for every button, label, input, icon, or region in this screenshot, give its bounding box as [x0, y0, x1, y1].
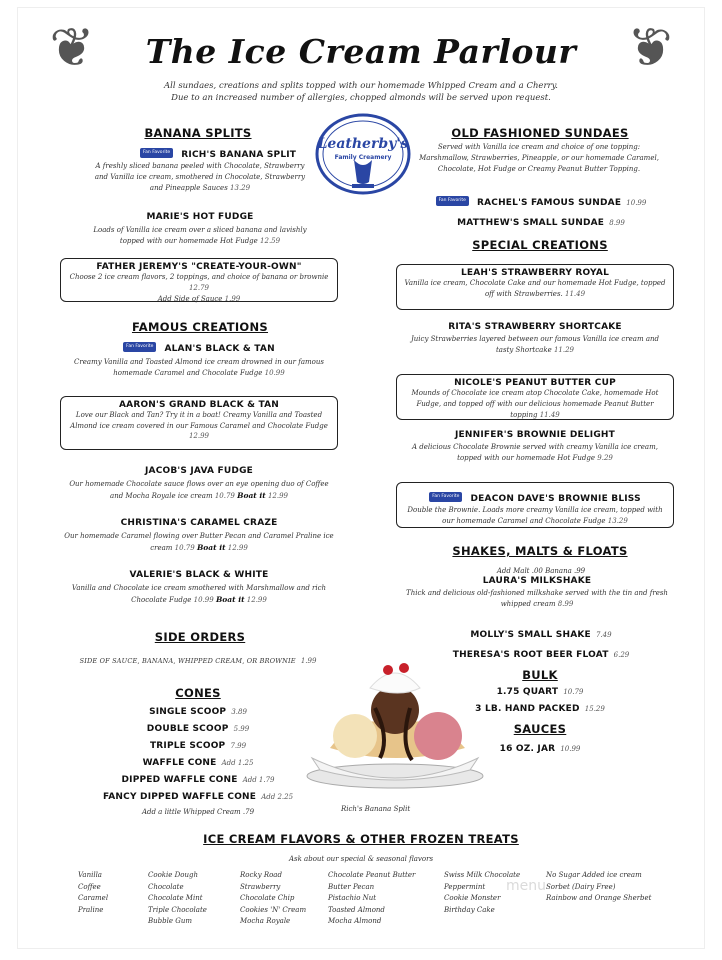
fan-favorite-badge: Fan Favorite — [123, 342, 156, 352]
banana-split-photo — [300, 648, 490, 798]
flavor-column: Chocolate Peanut Butter Butter Pecan Pistachio Nut Toasted Almond Mocha Almond — [328, 871, 416, 925]
menu-item: MATTHEW'S SMALL SUNDAE 8.99 — [457, 218, 625, 228]
menu-item: DOUBLE SCOOP 5.99 — [146, 724, 250, 734]
menu-title: The Ice Cream Parlour — [145, 32, 577, 71]
sauces-header: SAUCES — [513, 722, 567, 736]
banana-splits-header: BANANA SPLITS — [144, 126, 252, 140]
shakes-header: SHAKES, MALTS & FLOATS — [452, 544, 628, 558]
logo-tagline: Family Creamery — [334, 154, 392, 161]
ornament-right-icon: ❦ — [627, 16, 673, 79]
cones-note: Add a little Whipped Cream .79 — [141, 808, 255, 816]
bulk-list — [438, 682, 642, 716]
menu-item-boxed: AARON'S GRAND BLACK & TAN Love our Black and Tan? Try it in a boat! Creamy Vanilla and Toasted Almond ice cream covered in our Famous Caramel and Chocolate Fudge 12.99 — [60, 396, 338, 450]
menu-item: 16 OZ. JAR 10.99 — [499, 744, 581, 754]
menu-item: MARIE'S HOT FUDGE Loads of Vanilla ice cream over a sliced banana and lavishly topped with our homemade Hot Fudge 12.59 — [93, 212, 307, 245]
menu-item: JACOB'S JAVA FUDGE Our homemade Chocolate sauce flows over an eye opening duo of Coffee and Mocha Royale ice cream 10.79 Boat it 12.99 — [69, 466, 329, 500]
menu-item-boxed: NICOLE'S PEANUT BUTTER CUP Mounds of Chocolate ice cream atop Chocolate Cake, homemade Hot Fudge, and topped off with our delicious homemade Peanut Butter topping 11.49 — [396, 374, 674, 420]
watermark: menu — [506, 878, 546, 894]
cones-list — [88, 702, 308, 819]
fan-favorite-badge: Fan Favorite — [436, 196, 469, 206]
flavor-column: Cookie Dough Chocolate Chocolate Mint Triple Chocolate Bubble Gum — [148, 871, 207, 925]
flavor-column: Vanilla Coffee Caramel Praline — [78, 871, 109, 914]
menu-item: Fan Favorite RACHEL'S FAMOUS SUNDAE 10.99 — [418, 190, 664, 209]
menu-item: RITA'S STRAWBERRY SHORTCAKE Juicy Strawberries layered between our famous Vanilla ice cream and tasty Shortcake 11.29 — [410, 322, 660, 354]
logo-name: Leatherby's — [317, 136, 409, 152]
menu-item-boxed: Fan Favorite DEACON DAVE'S BROWNIE BLISS Double the Brownie. Loads more creamy Vanilla ice cream, topped with our homemade Caramel and Chocolate Fudge 13.29 — [396, 482, 674, 528]
menu-item: DIPPED WAFFLE CONE Add 1.79 — [121, 775, 275, 785]
flavor-column: No Sugar Added ice cream Sorbet (Dairy Free) Rainbow and Orange Sherbet — [546, 871, 652, 902]
menu-item-boxed: LEAH'S STRAWBERRY ROYAL Vanilla ice cream, Chocolate Cake and our homemade Hot Fudge, topped off with Strawberries. 11.49 — [396, 264, 674, 310]
menu-item: JENNIFER'S BROWNIE DELIGHT A delicious Chocolate Brownie served with creamy Vanilla ice cream, topped with our homemade Hot Fudge 9.29 — [412, 430, 658, 462]
old-fashioned-header: OLD FASHIONED SUNDAES — [451, 126, 629, 140]
flavor-column: Swiss Milk Chocolate Peppermint Cookie Monster Birthday Cake — [444, 871, 521, 914]
menu-item: LAURA'S MILKSHAKE Thick and delicious old-fashioned milkshake served with the tin and fresh whipped cream 8.99 — [406, 576, 668, 608]
flavors-header: ICE CREAM FLAVORS & OTHER FROZEN TREATS — [203, 832, 519, 846]
menu-item: CHRISTINA'S CARAMEL CRAZE Our homemade Caramel flowing over Butter Pecan and Caramel Praline ice cream 10.79 Boat it 12.99 — [64, 518, 334, 552]
menu-item: FANCY DIPPED WAFFLE CONE Add 2.25 — [102, 792, 294, 802]
menu-item: Fan Favorite RICH'S BANANA SPLIT A freshly sliced banana peeled with Chocolate, Strawberry and Vanilla ice cream, smothered in Chocolate, Strawberry and Pineapple Sauces 13.29 — [94, 149, 306, 192]
side-orders-text: SIDE OF SAUCE, BANANA, WHIPPED CREAM, OR BROWNIE 1.99 — [79, 657, 317, 665]
menu-item: SINGLE SCOOP 3.89 — [149, 707, 247, 717]
menu-item: 1.75 QUART 10.79 — [496, 687, 584, 697]
famous-creations-header: FAMOUS CREATIONS — [131, 320, 269, 334]
menu-item: VALERIE'S BLACK & WHITE Vanilla and Chocolate ice cream smothered with Marshmallow and rich Chocolate Fudge 10.99 Boat it 12.99 — [71, 570, 327, 604]
menu-item: THERESA'S ROOT BEER FLOAT 6.29 — [452, 650, 630, 660]
menu-page — [18, 8, 704, 948]
old-fashioned-desc: Served with Vanilla ice cream and choice of one topping: Marshmallow, Strawberries, Pineapple, or our homemade Caramel, Chocolate, Hot Fudge or Creamy Peanut Butter Topping. — [419, 143, 659, 173]
fan-favorite-badge: Fan Favorite — [140, 148, 173, 158]
photo-caption: Rich's Banana Split — [341, 805, 411, 813]
special-creations-header: SPECIAL CREATIONS — [472, 238, 608, 252]
menu-item: MOLLY'S SMALL SHAKE 7.49 — [470, 630, 612, 640]
menu-item: 3 LB. HAND PACKED 15.29 — [475, 704, 605, 714]
menu-item: TRIPLE SCOOP 7.99 — [149, 741, 247, 751]
cones-header: CONES — [175, 686, 221, 700]
flavors-subheader: Ask about our special & seasonal flavors — [288, 855, 434, 863]
leatherbys-logo — [314, 112, 412, 196]
flavor-column: Rocky Road Strawberry Chocolate Chip Cookies 'N' Cream Mocha Royale — [240, 871, 307, 925]
menu-item: Fan Favorite ALAN'S BLACK & TAN Creamy Vanilla and Toasted Almond ice cream drowned in our famous homemade Caramel and Chocolate Fudge 10.99 — [74, 343, 324, 377]
bulk-header: BULK — [522, 668, 558, 682]
menu-item-boxed: FATHER JEREMY'S "CREATE-YOUR-OWN" Choose 2 ice cream flavors, 2 toppings, and choice of banana or brownie 12.79 Add Side of Sauce 1.99 — [60, 258, 338, 302]
fan-favorite-badge: Fan Favorite — [429, 492, 462, 502]
side-orders-header: SIDE ORDERS — [154, 630, 246, 644]
menu-item: WAFFLE CONE Add 1.25 — [142, 758, 254, 768]
ornament-left-icon: ❦ — [49, 16, 95, 79]
menu-subtitle: All sundaes, creations and splits topped with our homemade Whipped Cream and a Cherry. Due to an increased number of allergies, chopped almonds will be served upon request. — [164, 81, 558, 103]
shakes-note: Add Malt .00 Banana .99 — [496, 567, 586, 575]
